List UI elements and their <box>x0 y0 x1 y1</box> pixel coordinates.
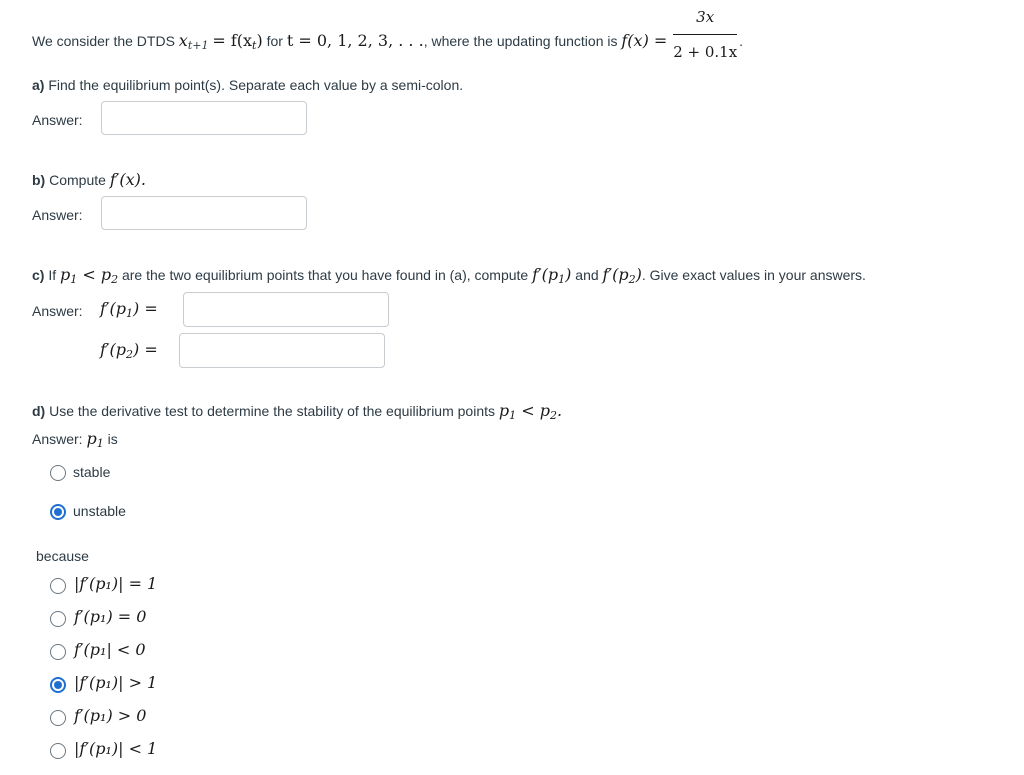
part-a-text: Find the equilibrium point(s). Separate each value by a semi-colon. <box>48 77 464 93</box>
unstable-label[interactable]: unstable <box>73 503 126 519</box>
part-a-answer-label: Answer: <box>32 112 83 128</box>
fprime-p2-inline: $f'(p_2)$ <box>602 265 642 286</box>
part-c-if: If <box>48 267 57 283</box>
part-a-label: a) <box>32 77 45 93</box>
part-c-mid: are the two equilibrium points that you have found in (a), compute <box>121 267 529 283</box>
t-values: t = 0, 1, 2, 3, . . . <box>286 31 424 51</box>
p1-var: $p_1$ <box>86 429 104 450</box>
fraction-numerator: 3x <box>673 2 737 35</box>
eq-f-x: = $f(x_t)$ <box>212 31 263 53</box>
reason-label-6[interactable]: |f′(p₁)| < 1 <box>74 739 158 758</box>
part-b-question <box>32 170 146 189</box>
reason-radio-5[interactable] <box>50 710 66 726</box>
part-d-text: Use the derivative test to determine the stability of the equilibrium points <box>49 403 496 419</box>
p1-lt-p2-d: $p_1 < p_2$. <box>498 401 563 422</box>
part-b-text: Compute <box>49 172 106 188</box>
reason-radio-4[interactable] <box>50 677 66 693</box>
reason-radio-6[interactable] <box>50 743 66 759</box>
t-plus-1: t+1 <box>187 39 209 53</box>
because-label: because <box>36 548 89 564</box>
fraction <box>673 2 737 67</box>
reason-label-5[interactable]: f′(p₁) > 0 <box>74 706 147 725</box>
part-d-answer <box>32 429 118 450</box>
fraction-denominator: 2 + 0.1x <box>673 43 738 61</box>
reason-label-2[interactable]: f′(p₁) = 0 <box>74 607 147 626</box>
fprime-p1-input[interactable] <box>183 292 389 327</box>
part-c-end: . Give exact values in your answers. <box>641 267 866 283</box>
part-a-answer-input[interactable] <box>101 101 307 135</box>
is-text: is <box>107 431 118 447</box>
part-c-and: and <box>575 267 599 283</box>
unstable-radio[interactable] <box>50 504 66 520</box>
part-b-answer-input[interactable] <box>101 196 307 230</box>
x-var: x <box>178 31 188 51</box>
part-d-answer-label: Answer: <box>32 431 83 447</box>
reason-label-1[interactable]: |f′(p₁)| = 1 <box>74 574 158 593</box>
fprime-p2-label: $f'(p_2)$ = <box>100 340 158 361</box>
part-a-question <box>32 77 463 93</box>
reason-radio-1[interactable] <box>50 578 66 594</box>
fprime-p1-label: $f'(p_1)$ = <box>100 299 158 320</box>
intro-prefix: We consider the DTDS <box>32 33 175 50</box>
fx-label: f(x) = <box>621 31 668 51</box>
part-b-answer-label: Answer: <box>32 207 83 223</box>
intro-end: . <box>739 33 744 50</box>
part-d-question <box>32 401 562 422</box>
fprime-p2-input[interactable] <box>179 333 385 368</box>
part-b-label: b) <box>32 172 46 188</box>
intro-line <box>32 8 744 61</box>
stable-label[interactable]: stable <box>73 464 111 480</box>
part-c-question <box>32 265 866 286</box>
part-c-answer-label: Answer: <box>32 303 83 319</box>
part-d-label: d) <box>32 403 46 419</box>
p1-lt-p2: $p_1 < p_2$ <box>60 265 119 286</box>
fprime-x: f′(x). <box>109 170 146 189</box>
stable-radio[interactable] <box>50 465 66 481</box>
part-c-label: c) <box>32 267 45 283</box>
for-text: for <box>266 33 283 50</box>
reason-radio-3[interactable] <box>50 644 66 660</box>
comma-where: , where the updating function is <box>423 33 618 50</box>
reason-label-3[interactable]: f′(p₁| < 0 <box>74 640 146 659</box>
reason-radio-2[interactable] <box>50 611 66 627</box>
fprime-p1-inline: $f'(p_1)$ <box>532 265 572 286</box>
reason-label-4[interactable]: |f′(p₁)| > 1 <box>74 673 158 692</box>
